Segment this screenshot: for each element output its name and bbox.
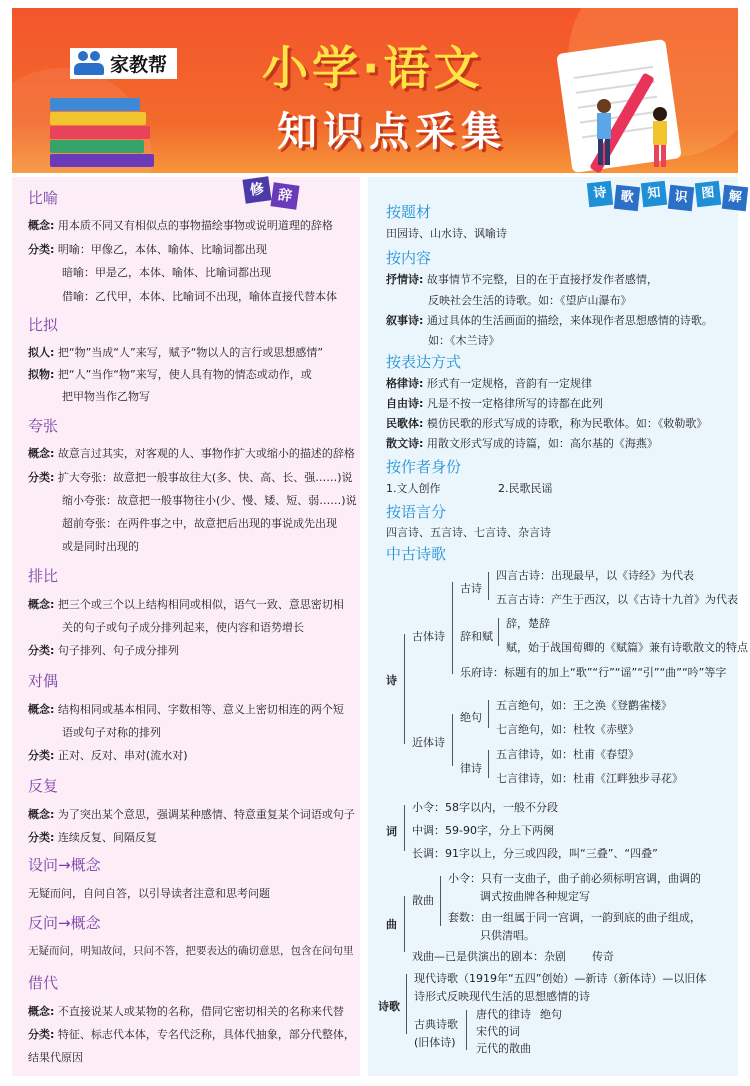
text-line: 1.文人创作 — [386, 482, 441, 495]
text-line: 分类: 特征、标志代本体，专名代泛称，具体代抽象，部分代整体， — [28, 1028, 355, 1041]
section-title: 中古诗歌 — [386, 545, 447, 563]
tree-leaf: 长调：91字以上，分三或四段，叫“三叠”、“四叠” — [412, 847, 658, 860]
books-illustration — [50, 98, 160, 168]
section-title: 排比 — [28, 567, 59, 585]
tree-node: 古诗 — [460, 582, 482, 595]
tree-bracket — [440, 876, 441, 926]
tree-bracket — [452, 582, 453, 674]
tag-char: 解 — [722, 185, 748, 211]
text-line: 或是同时出现的 — [62, 540, 139, 553]
title-line2: 知识点采集 — [277, 109, 507, 155]
text-line: 概念: 故意言过其实，对客观的人、事物作扩大或缩小的描述的辞格 — [28, 447, 355, 460]
tree-leaf: 小令：58字以内，一般不分段 — [412, 801, 558, 814]
text-line: 概念: 用本质不同又有相似点的事物描绘事物或说明道理的辞格 — [28, 219, 333, 232]
text-line: 四言诗、五言诗、七言诗、杂言诗 — [386, 526, 551, 539]
tree-leaf: 七言绝句，如：杜牧《赤壁》 — [496, 723, 639, 736]
tree-leaf: 宋代的词 — [476, 1025, 520, 1038]
section-title: 反问→概念 — [28, 914, 101, 932]
tree-leaf: 辞，楚辞 — [506, 617, 550, 630]
text-line: 自由诗: 凡是不按一定格律所写的诗都在此列 — [386, 397, 603, 410]
tree-leaf: 套数：由一组属于同一宫调，一韵到底的曲子组成， — [448, 911, 701, 924]
tree-node: 古体诗 — [412, 630, 445, 643]
section-title: 反复 — [28, 777, 59, 795]
logo — [70, 48, 177, 79]
tree-leaf: 乐府诗：标题有的加上“歌”“行”“谣”“引”“曲”“吟”等字 — [460, 666, 727, 679]
text-line: 把甲物当作乙物写 — [62, 390, 150, 403]
text-line: 散文诗: 用散文形式写成的诗篇，如：高尔基的《海燕》 — [386, 437, 658, 450]
section-title: 比拟 — [28, 316, 59, 334]
section-title: 按作者身份 — [386, 458, 462, 476]
text-line: 借喻：乙代甲，本体、比喻词不出现，喻体直接代替本体 — [62, 290, 337, 303]
tree-bracket — [404, 634, 405, 744]
text-line: 语或句子对称的排列 — [62, 726, 161, 739]
text-line: 无疑而问，明知故问，只问不答，把要表达的确切意思，包含在问句里 — [28, 945, 354, 957]
tag-char: 辞 — [270, 182, 299, 209]
section-title: 对偶 — [28, 672, 59, 690]
people-icon — [74, 51, 106, 77]
tag-char: 诗 — [587, 181, 613, 207]
tree-node: 诗歌 — [378, 1000, 400, 1013]
tree-leaf: 五言绝句，如：王之涣《登鹳雀楼》 — [496, 699, 672, 712]
text-line: 概念: 把三个或三个以上结构相同或相似，语气一致、意思密切相 — [28, 598, 344, 611]
tree-bracket — [404, 896, 405, 952]
tree-leaf: 五言律诗，如：杜甫《春望》 — [496, 748, 639, 761]
tree-leaf: 只供清唱。 — [480, 929, 535, 942]
text-line: 分类: 明喻：甲像乙，本体、喻体、比喻词都出现 — [28, 243, 267, 256]
tree-node: 近体诗 — [412, 736, 445, 749]
tree-leaf: 五言古诗：产生于西汉，以《古诗十九首》为代表 — [496, 593, 738, 606]
student-illustration — [592, 98, 616, 168]
tree-leaf: 传奇 — [592, 950, 614, 963]
tree-bracket — [488, 700, 489, 728]
tree-bracket — [404, 805, 405, 851]
text-line: 超前夸张：在两件事之中，故意把后出现的事说成先出现 — [62, 517, 337, 530]
header-banner — [12, 8, 738, 173]
text-line: 抒情诗: 故事情节不完整，目的在于直接抒发作者感情， — [386, 273, 658, 286]
section-title: 按语言分 — [386, 503, 447, 521]
tree-node: 律诗 — [460, 762, 482, 775]
section-title: 按内容 — [386, 249, 432, 267]
text-line: 拟人: 把“物”当成“人”来写，赋予“物以人的言行或思想感情” — [28, 346, 324, 359]
logo-text: 家教帮 — [110, 54, 168, 76]
section-title: 比喻 — [28, 189, 59, 207]
tree-node: 古典诗歌 — [414, 1018, 458, 1031]
text-line: 概念: 结构相同或基本相同、字数相等、意义上密切相连的两个短 — [28, 703, 344, 716]
tree-leaf: 诗形式反映现代生活的思想感情的诗 — [414, 990, 590, 1003]
tree-leaf: 赋，始于战国荀卿的《赋篇》兼有诗歌散文的特点 — [506, 641, 748, 654]
tree-leaf: 现代诗歌（1919年“五四”创始）—新诗（新体诗）—以旧体 — [414, 972, 707, 985]
text-line: 2.民歌民谣 — [498, 482, 553, 495]
section-title: 借代 — [28, 974, 59, 992]
text-line: 拟物: 把“人”当作“物”来写，使人具有物的情态或动作，或 — [28, 368, 312, 381]
text-line: 格律诗: 形式有一定规格，音韵有一定规律 — [386, 377, 592, 390]
tree-bracket — [488, 572, 489, 600]
tag-char: 识 — [668, 185, 694, 211]
section-title: 按题材 — [386, 203, 432, 221]
poetry-tag — [588, 182, 747, 210]
text-line: 暗喻：甲是乙，本体、喻体、比喻词都出现 — [62, 266, 271, 279]
text-line: 田园诗、山水诗、讽喻诗 — [386, 227, 507, 240]
tree-node: 诗 — [386, 674, 397, 687]
text-line: 叙事诗: 通过具体的生活画面的描绘，来体现作者思想感情的诗歌。 — [386, 314, 713, 327]
section-title: 设问→概念 — [28, 856, 101, 874]
text-line: 分类: 扩大夸张：故意把一般事故往大(多、快、高、长、强……)说 — [28, 471, 353, 484]
text-line: 民歌体: 模仿民歌的形式写成的诗歌，称为民歌体。如：《敕勒歌》 — [386, 417, 708, 430]
tree-bracket — [452, 714, 453, 766]
tree-node: 散曲 — [412, 894, 434, 907]
title-line1: 小学·语文 — [262, 41, 484, 95]
section-title: 夸张 — [28, 417, 59, 435]
tag-char: 修 — [242, 176, 271, 203]
tag-char: 图 — [695, 181, 721, 207]
tree-node: 曲 — [386, 918, 397, 931]
tree-leaf: 七言律诗，如：杜甫《江畔独步寻花》 — [496, 772, 683, 785]
text-line: 结果代原因 — [28, 1051, 83, 1064]
tree-leaf: 戏曲—已是供演出的剧本：杂剧 — [412, 950, 566, 963]
tree-leaf: 四言古诗：出现最早，以《诗经》为代表 — [496, 569, 694, 582]
text-line: 如：《木兰诗》 — [428, 334, 500, 347]
tree-bracket — [406, 974, 407, 1034]
tree-node: 绝句 — [460, 711, 482, 724]
tree-leaf: 小令：只有一支曲子，曲子前必须标明宫调，曲调的 — [448, 872, 701, 885]
tag-char: 歌 — [614, 185, 640, 211]
text-line: 缩小夸张：故意把一般事物往小(少、慢、矮、短、弱……)说 — [62, 494, 357, 507]
text-line: 关的句子或句子成分排列起来，使内容和语势增长 — [62, 621, 304, 634]
rhetoric-tag — [244, 178, 298, 208]
tree-leaf: 元代的散曲 — [476, 1042, 531, 1055]
tree-node: (旧体诗) — [414, 1036, 456, 1049]
text-line: 反映社会生活的诗歌。如：《望庐山瀑布》 — [428, 294, 632, 307]
tree-leaf: 绝句 — [540, 1008, 562, 1021]
text-line: 概念: 不直接说某人或某物的名称，借同它密切相关的名称来代替 — [28, 1005, 344, 1018]
text-line: 无疑而问，自问自答，以引导读者注意和思考问题 — [28, 887, 270, 900]
text-line: 概念: 为了突出某个意思，强调某种感情、特意重复某个词语或句子 — [28, 808, 355, 821]
tree-bracket — [498, 618, 499, 646]
tree-bracket — [466, 1010, 467, 1050]
tree-leaf: 中调：59-90字，分上下两阕 — [412, 824, 554, 837]
tag-char: 知 — [641, 181, 667, 207]
text-line: 分类: 连续反复、间隔反复 — [28, 831, 157, 844]
tree-leaf: 调式按曲牌各种规定写 — [480, 890, 590, 903]
tree-leaf: 唐代的律诗 — [476, 1008, 531, 1021]
tree-bracket — [488, 750, 489, 778]
tree-node: 辞和赋 — [460, 630, 493, 643]
student-illustration — [648, 106, 672, 168]
tree-node: 词 — [386, 825, 397, 838]
section-title: 按表达方式 — [386, 353, 462, 371]
text-line: 分类: 句子排列、句子成分排列 — [28, 644, 179, 657]
text-line: 分类: 正对、反对、串对(流水对) — [28, 749, 188, 762]
